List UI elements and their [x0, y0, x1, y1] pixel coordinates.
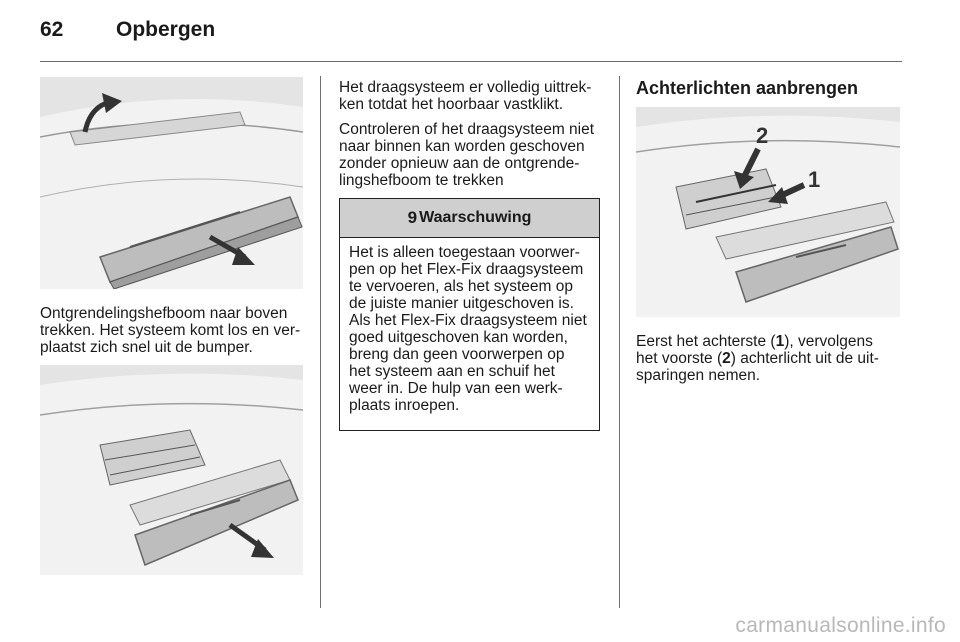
warning-line: pen op het Flex-Fix draagsysteem	[349, 261, 584, 278]
para1-line-1: Het draagsysteem er volledig uittrek-	[339, 79, 592, 96]
figure-carrier-extended	[40, 365, 303, 575]
callout-2: 2	[756, 123, 769, 148]
figure-release-lever-drawing	[40, 77, 303, 289]
figure-release-lever	[40, 77, 303, 289]
warning-triangle-icon: 9	[407, 208, 418, 227]
ref-2: 2	[722, 350, 731, 367]
warning-body	[340, 238, 599, 414]
page-title: Opbergen	[116, 18, 216, 41]
warning-line: goed uitgeschoven kan worden,	[349, 329, 568, 346]
column-divider-2	[619, 76, 620, 608]
watermark: carmanualsonline.info	[735, 614, 946, 637]
para2-line-2: naar binnen kan worden geschoven	[339, 138, 585, 155]
warning-header	[340, 199, 599, 238]
para2-line-4: lingshefboom te trekken	[339, 172, 504, 189]
body-text: ), vervolgens	[784, 333, 873, 350]
warning-line: de juiste manier uitgeschoven is.	[349, 295, 574, 312]
warning-line: te vervoeren, als het systeem op	[349, 278, 574, 295]
para1-line-2: ken totdat het hoorbaar vastklikt.	[339, 96, 564, 113]
para2-line-1: Controleren of het draagsysteem niet	[339, 121, 595, 138]
warning-line: breng dan geen voorwerpen op	[349, 346, 565, 363]
header-rule	[40, 61, 902, 62]
body-text: ) achterlicht uit de uit-	[730, 350, 879, 367]
callout-1: 1	[808, 167, 821, 192]
fig1-caption-line-3: plaatst zich snel uit de bumper.	[40, 339, 253, 356]
body-line-3: sparingen nemen.	[636, 367, 761, 384]
warning-line: plaats inroepen.	[349, 397, 460, 414]
warning-box	[339, 198, 600, 431]
warning-line: het systeem aan en schuif het	[349, 363, 555, 380]
column-divider-1	[320, 76, 321, 608]
fig1-caption-line-2: trekken. Het systeem komt los en ver-	[40, 322, 301, 339]
warning-line: Als het Flex-Fix draagsysteem niet	[349, 312, 587, 329]
figure-rear-lights	[636, 107, 900, 317]
para2-line-3: zonder opnieuw aan de ontgrende-	[339, 155, 580, 172]
body-text: Eerst het achterste (	[636, 333, 776, 350]
body-line-1	[636, 333, 873, 350]
warning-line: Het is alleen toegestaan voorwer-	[349, 244, 580, 261]
fig1-caption-line-1: Ontgrendelingshefboom naar boven	[40, 305, 288, 322]
body-text: het voorste (	[636, 350, 723, 367]
page-number: 62	[40, 18, 64, 41]
figure-carrier-extended-drawing	[40, 365, 303, 575]
figure-rear-lights-drawing	[636, 107, 900, 317]
ref-1: 1	[775, 333, 785, 350]
warning-title: Waarschuwing	[419, 209, 532, 226]
warning-line: weer in. De hulp van een werk-	[349, 380, 563, 397]
body-line-2	[636, 350, 879, 367]
section-heading: Achterlichten aanbrengen	[636, 78, 859, 98]
